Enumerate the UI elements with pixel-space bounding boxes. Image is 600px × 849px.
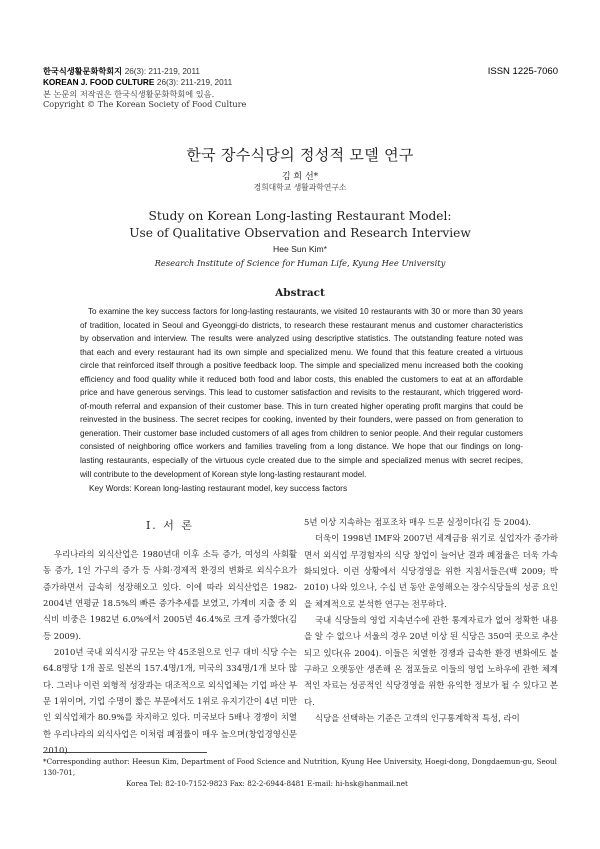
affiliation-en: Research Institute of Science for Human Life, Kyung Hee University: [154, 258, 446, 268]
paper-title-en: [0, 208, 600, 241]
paragraph: 2010년 국내 외식시장 규모는 약 45조원으로 인구 대비 식당 수는 64.8명당 1개 꼴로 일본의 157.4명/1개, 미국의 334명/1개 보다 많다. 그러나 이런 외형적 성장과는 대조적으로 외식업체는 기업 파산 부문 1위이며, 기업 수명이 짧은 부문에서도 1위로 유지기간이 4년 미만인 외식업체가 80.9%를 차지하고 있다. 미국보다 5배나 경쟁이 치열한 우리나라의 외식사업은 이처럼 폐점률이 매우 높으며(창업경영신문 2010): [43, 647, 297, 756]
abstract-heading: Abstract: [275, 287, 325, 299]
paragraph: 국내 식당들의 영업 지속년수에 관한 통계자료가 없어 정확한 내용을 알 수 없으나 서울의 경우 20년 이상 된 식당은 350여 곳으로 추산되고 있다(유 2004). 이들은 치열한 경쟁과 급속한 환경 변화에도 불구하고 오랫동안 생존해 온 점포들로 이들의 영업 노하우에 관한 체계적인 자료는 성공적인 식당경영을 위한 유익한 정보가 될 수 있다고 본다.: [304, 615, 558, 707]
affiliation-ko: 경희대학교 생활과학연구소: [253, 183, 347, 192]
paper-title-en-line2: Use of Qualitative Observation and Research Interview: [129, 225, 471, 240]
paragraph: 더욱이 1998년 IMF와 2007년 세계금융 위기로 실업자가 증가하면서 외식업 무경험자의 식당 창업이 늘어난 결과 폐점율은 더욱 가속화되었다. 이런 상황에서 식당경영을 위한 지침서들은(백 2009; 박 2010) 나와 있으나, 수십 년 동안 운영해오는 장수식당들의 성공 요인을 체계적으로 분석한 연구는 전무하다.: [304, 533, 558, 609]
footnote-line1: *Corresponding author: Heesun Kim, Department of Food Science and Nutrition, Kyung Hee University, Hoegi-dong, Dongdaemun-gu, Seoul 130-701,: [43, 757, 557, 777]
abstract-body: To examine the key success factors for long-lasting restaurants, we visited 10 restaurants with 30 or more than 30 years of tradition, located in Seoul and Gyeonggi-do districts, to research these restaurant menus and customer characteristics by observation and interview. The results were analyzed using descriptive statistics. The outstanding feature noted was that each and every restaurant had its own simple and specialized menu. We found that this feature created a virtuous circle that reinforced itself through a positive feedback loop. The simple and specialized menu increased both the cooking efficiency and food quality while it reduced both food and labor costs, this enabled the customers to eat at an affordable price and have generous servings. This lead to customer satisfaction and revisits to the restaurant, which triggered word-of-mouth referral and expansion of their customer base. This in turn created higher operating profit margins that could be reinvested in the business. The secret recipes for cooking, invented by their founders, were passed on from generation to generation. Their customer base included customers of all ages from children to senior people. And their regular customers consisted of neighboring office workers and families traveling from a long distance. We hope that our findings on long-lasting restaurants, especially of the virtuous cycle created due to the simple and specialized menus with secret recipes, will contribute to the development of Korean style long-lasting restaurant model.: [80, 307, 523, 479]
issn: ISSN 1225-7060: [487, 66, 558, 77]
section-heading: Ⅰ. 서 론: [145, 519, 195, 532]
paragraph-continued: 5년 이상 지속하는 점포조차 매우 드문 실정이다(김 등 2004).: [304, 517, 532, 527]
footnote-line2: Korea Tel: 82-10-7152-9823 Fax: 82-2-6944-8481 E-mail: hi-hsk@hanmail.net: [126, 779, 408, 788]
journal-header: [43, 66, 246, 110]
copyright-note: 본 논문의 저작권은 한국식생활문화학회에 있음.: [43, 88, 215, 99]
paper-title-en-line1: Study on Korean Long-lasting Restaurant Model:: [148, 209, 452, 223]
journal-name-ko: 한국식생활문화학회지: [43, 67, 123, 76]
footnote-divider: [43, 752, 207, 753]
paragraph: 우리나라의 외식산업은 1980년대 이후 소득 증가, 여성의 사회활동 증가, 1인 가구의 증가 등 사회·경제적 환경의 변화로 외식수요가 증가하면서 급속히 성장해오고 있다. 이에 따라 외식산업은 1982-2004년 연평균 18.5%의 빠른 증가추세를 보였고, 가계비 지출 중 외식비 비중은 1982년 6.0%에서 2005년 46.4%로 크게 증가했다(김 등 2009).: [43, 549, 297, 641]
footnote: [43, 756, 563, 789]
journal-volume-en: 26(3): 211-219, 2011: [156, 78, 233, 88]
copyright-line: Copyright © The Korean Society of Food Culture: [43, 99, 247, 110]
author-ko: 김 희 선*: [281, 172, 319, 182]
body-column-right: [304, 514, 558, 726]
paragraph: 식당을 선택하는 기준은 고객의 인구통계학적 특성, 라이: [315, 713, 520, 724]
journal-name-en: KOREAN J. FOOD CULTURE: [43, 78, 155, 88]
paper-title-ko: 한국 장수식당의 정성적 모델 연구: [186, 146, 414, 164]
keywords: Key Words: Korean long-lasting restaurant model, key success factors: [89, 483, 348, 493]
body-column-left: [43, 514, 297, 758]
journal-volume-ko: 26(3): 211-219, 2011: [124, 67, 200, 76]
author-en: Hee Sun Kim*: [273, 244, 327, 254]
